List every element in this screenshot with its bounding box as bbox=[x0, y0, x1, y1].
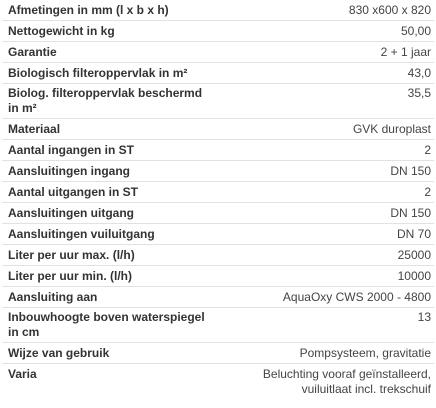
spec-row-outlet-connection bbox=[2, 203, 434, 224]
spec-label: Garantie bbox=[8, 45, 57, 59]
spec-value: 13 bbox=[417, 310, 431, 324]
spec-row-warranty bbox=[2, 42, 434, 63]
spec-row-net-weight bbox=[2, 21, 434, 42]
spec-row-flow-min bbox=[2, 266, 434, 287]
spec-value: AquaOxy CWS 2000 - 4800 bbox=[282, 290, 431, 304]
spec-label: Aansluitingen ingang bbox=[8, 164, 130, 178]
spec-label: Nettogewicht in kg bbox=[8, 24, 115, 38]
spec-value: 2 bbox=[424, 185, 431, 199]
spec-row-flow-max bbox=[2, 245, 434, 266]
spec-label: Materiaal bbox=[8, 122, 61, 136]
spec-row-waste-outlet bbox=[2, 224, 434, 245]
spec-row-inlet-connection bbox=[2, 161, 434, 182]
spec-value: 2 bbox=[424, 143, 431, 157]
spec-row-install-height bbox=[2, 308, 434, 343]
spec-label: Biolog. filteroppervlak beschermd in m² bbox=[8, 86, 203, 115]
spec-value: DN 150 bbox=[390, 206, 431, 220]
spec-label: Aansluitingen uitgang bbox=[8, 206, 134, 220]
spec-label: Aansluiting aan bbox=[8, 290, 98, 304]
spec-label: Aantal uitgangen in ST bbox=[8, 185, 139, 199]
spec-label: Inbouwhoogte boven waterspiegel in cm bbox=[8, 310, 205, 339]
spec-label: Aantal ingangen in ST bbox=[8, 143, 135, 157]
spec-row-usage-mode bbox=[2, 343, 434, 364]
spec-row-misc bbox=[2, 364, 434, 404]
spec-value: Beluchting vooraf geïnstalleerd, vuiluitlaat incl. trekschuif bbox=[262, 367, 431, 396]
spec-label: Aansluitingen vuiluitgang bbox=[8, 227, 155, 241]
spec-row-bio-filter-area-protected bbox=[2, 84, 434, 119]
spec-value: 10000 bbox=[397, 269, 431, 283]
spec-row-bio-filter-area bbox=[2, 63, 434, 84]
spec-label: Liter per uur min. (l/h) bbox=[8, 269, 133, 283]
spec-row-material bbox=[2, 119, 434, 140]
spec-row-inlet-count bbox=[2, 140, 434, 161]
spec-label: Afmetingen in mm (l x b x h) bbox=[8, 3, 169, 17]
spec-row-connection-to bbox=[2, 287, 434, 308]
specifications-table bbox=[2, 0, 434, 404]
spec-value: 50,00 bbox=[400, 24, 431, 38]
spec-row-outlet-count bbox=[2, 182, 434, 203]
spec-value: 25000 bbox=[397, 248, 431, 262]
spec-label: Liter per uur max. (l/h) bbox=[8, 248, 135, 262]
spec-row-dimensions bbox=[2, 0, 434, 21]
spec-value: DN 150 bbox=[390, 164, 431, 178]
spec-value: DN 70 bbox=[396, 227, 431, 241]
spec-value: GVK duroplast bbox=[352, 122, 431, 136]
spec-value: Pompsysteem, gravitatie bbox=[299, 346, 431, 360]
spec-value: 35,5 bbox=[407, 86, 431, 100]
spec-value: 43,0 bbox=[407, 66, 431, 80]
spec-value: 2 + 1 jaar bbox=[380, 45, 431, 59]
spec-label: Varia bbox=[8, 367, 37, 381]
spec-label: Biologisch filteroppervlak in m² bbox=[8, 66, 188, 80]
spec-value: 830 x600 x 820 bbox=[348, 3, 431, 17]
spec-label: Wijze van gebruik bbox=[8, 346, 110, 360]
